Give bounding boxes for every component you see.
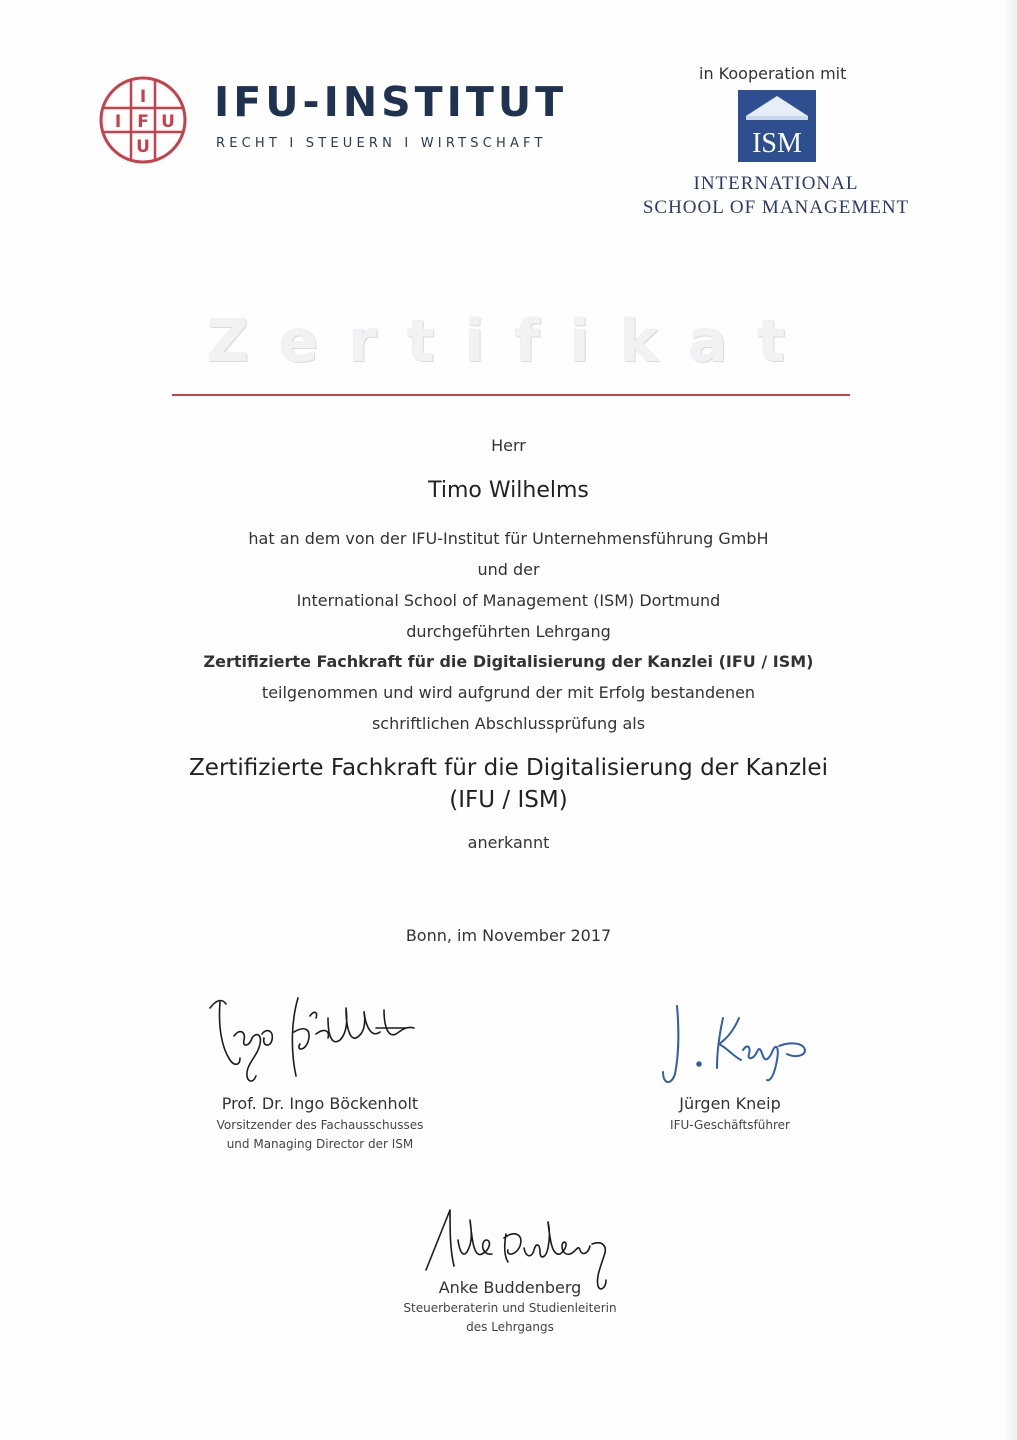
cooperation-label: in Kooperation mit (699, 64, 847, 83)
signatory-1-role (200, 1116, 440, 1154)
qualification-line-2: (IFU / ISM) (449, 787, 568, 813)
svg-text:U: U (161, 112, 175, 132)
svg-text:I: I (114, 112, 122, 132)
ism-logo-icon (738, 90, 816, 162)
body-line-6: schriftlichen Abschlussprüfung als (371, 714, 646, 733)
ism-logo-text: ISM (752, 128, 802, 159)
signatory-3-role-line-2: des Lehrgangs (466, 1320, 554, 1334)
body-line-3: International School of Management (ISM) Dortmund (296, 591, 721, 610)
ifu-logo-icon (98, 75, 188, 165)
body-line-4: durchgeführten Lehrgang (406, 622, 611, 641)
signature-boeckenholt (200, 988, 430, 1103)
ism-name (620, 172, 932, 220)
place-date: Bonn, im November 2017 (405, 926, 612, 945)
title-divider (172, 394, 850, 396)
ifu-logo-letter-u: U (136, 137, 150, 157)
signatory-1-role-line-1: Vorsitzender des Fachausschusses (216, 1118, 424, 1132)
signatory-2-role: IFU-Geschäftsführer (670, 1118, 790, 1132)
ifu-logo-letter-i: I (139, 87, 147, 107)
body-line-2: und der (477, 560, 540, 579)
ism-name-line1: INTERNATIONAL (693, 173, 859, 194)
signatory-3-role (390, 1299, 630, 1337)
ifu-logo-letter-f: F (137, 112, 149, 132)
ism-name-line2: SCHOOL OF MANAGEMENT (642, 197, 910, 218)
recognized-text: anerkannt (467, 833, 550, 852)
signatory-3-role-line-1: Steuerberaterin und Studienleiterin (403, 1301, 617, 1315)
course-title: Zertifizierte Fachkraft für die Digitalisierung der Kanzlei (IFU / ISM) (203, 652, 814, 671)
body-line-5: teilgenommen und wird aufgrund der mit Erfolg bestandenen (261, 683, 756, 702)
recipient-name: Timo Wilhelms (428, 478, 589, 503)
ifu-wordmark: IFU-INSTITUT (214, 78, 568, 126)
qualification-line-1: Zertifizierte Fachkraft für die Digitalisierung der Kanzlei (189, 755, 828, 781)
signatory-2-name: Jürgen Kneip (679, 1094, 781, 1113)
signatory-1-role-line-2: und Managing Director der ISM (226, 1137, 414, 1151)
signature-kneip (655, 998, 815, 1090)
signatory-1-name: Prof. Dr. Ingo Böckenholt (221, 1094, 419, 1113)
salutation: Herr (491, 436, 526, 455)
ifu-tagline: RECHT I STEUERN I WIRTSCHAFT (216, 136, 547, 151)
signatory-3-name: Anke Buddenberg (438, 1278, 582, 1297)
certificate-title: Zertifikat (206, 307, 816, 375)
body-line-1: hat an dem von der IFU-Institut für Unternehmensführung GmbH (248, 529, 769, 548)
